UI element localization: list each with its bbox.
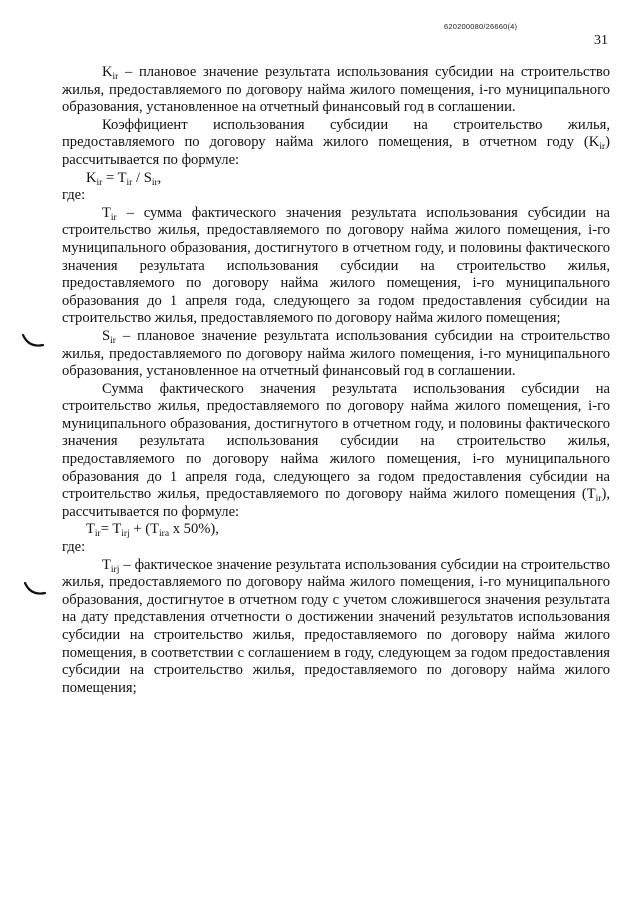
formula-tir: $T_{ir}= T_{irj} + (T_{ira}$ x 50%), (86, 521, 219, 540)
sum-paragraph: Сумма фактического значения результата использования субсидии на строительство жилья, предоставляемого по договору найма жилого помещения, i-го муниципального образования, достигнутого в отчетном году, и половины фактического значения результата использования субсидии на строительство жилья, предоставляемого по договору найма жилого помещения, i-го муниципального образования до 1 апреля года, следующего за годом предоставления субсидии на строительство жилья, предоставляемого по договору найма жилого помещения $(T_{ir})$, рассчитывается по формуле: (62, 380, 610, 520)
document-id: 620200080/26660(4) (444, 22, 518, 31)
formula-kir: $K_{ir} = T_{ir} / S_{ir}$, (86, 169, 162, 188)
margin-tick-mark (22, 580, 48, 600)
coefficient-intro: Коэффициент использования субсидии на строительство жилья, предоставляемого по договору найма жилого помещения, в отчетном году $(K_{ir})$ рассчитывается по формуле: (62, 116, 610, 168)
tir-definition: $T_{ir}$ – сумма фактического значения результата использования субсидии на строительство жилья, предоставляемого по договору найма жилого помещения, i-го муниципального образования, достигнутого в отчетном году, и половины фактического значения результата использования субсидии на строительство жилья, предоставляемого по договору найма жилого помещения, i-го муниципального образования до 1 апреля года, следующего за годом предоставления субсидии на строительство жилья, предоставляемого по договору найма жилого помещения; (62, 204, 610, 327)
page-number: 31 (594, 33, 608, 48)
margin-tick-mark (20, 332, 46, 352)
kir-definition: $K_{ir}$ – плановое значение результата использования субсидии на строительство жилья, предоставляемого по договору найма жилого помещения, i-го муниципального образования, установленное на отчетный финансовый год в соглашении. (62, 64, 610, 116)
sir-definition: $S_{ir}$ – плановое значение результата использования субсидии на строительство жилья, предоставляемого по договору найма жилого помещения, i-го муниципального образования, установленное на отчетный финансовый год в соглашении. (62, 327, 610, 380)
page-body (62, 64, 610, 697)
tirj-definition: $T_{irj}$ – фактическое значение результата использования субсидии на строительство жилья, предоставляемого по договору найма жилого помещения, i-го муниципального образования, достигнутое в отчетном году с учетом сложившегося значения результата на дату представления отчетности о достижении значений результатов использования субсидии на строительство жилья, предоставляемого по договору найма жилого помещения, в соответствии с соглашением в году, следующем за годом предоставления субсидии на строительство жилья, предоставляемого по договору найма жилого помещения; (62, 556, 610, 696)
where-label-2: где: (62, 539, 86, 556)
where-label-1: где: (62, 187, 86, 204)
